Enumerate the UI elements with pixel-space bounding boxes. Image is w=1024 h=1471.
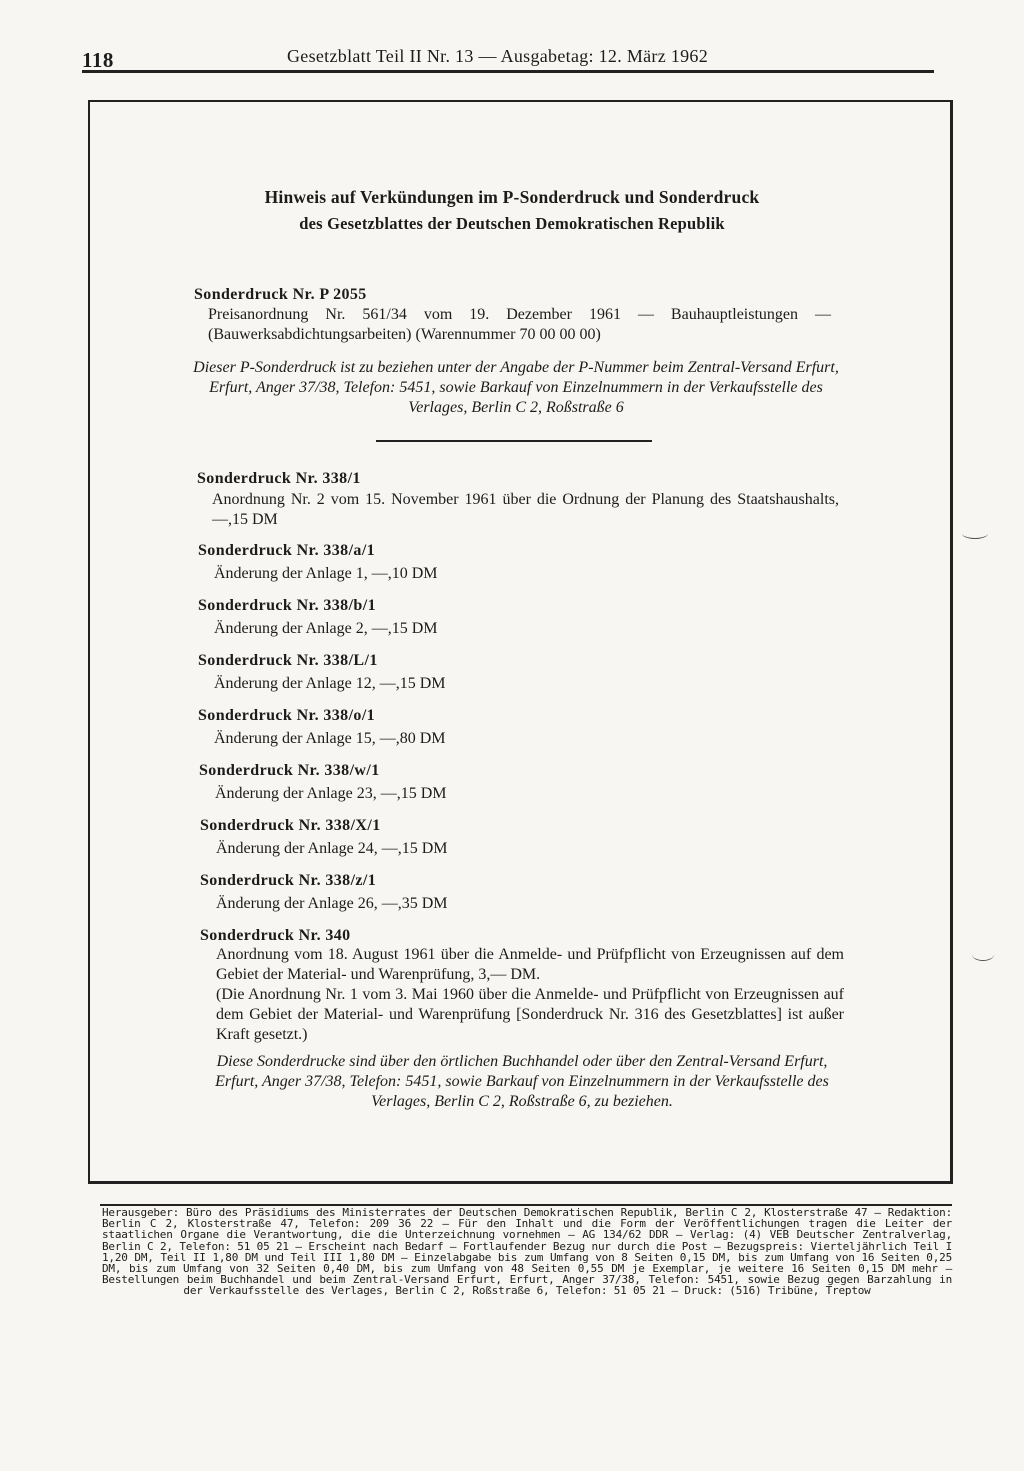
- entry-description: Änderung der Anlage 12, —,15 DM: [214, 675, 446, 692]
- p-sonderdruck-heading: Sonderdruck Nr. P 2055: [194, 286, 367, 303]
- entry-heading: Sonderdruck Nr. 338/X/1: [200, 817, 381, 834]
- header-rule: [82, 70, 934, 73]
- p-sonderdruck-order-note: Dieser P-Sonderdruck ist zu beziehen unter der Angabe der P-Nummer beim Zentral-Versand Erfurt, Erfurt, Anger 37/38, Telefon: 5451, sowie Barkauf von Einzelnummern in der Verkaufsstelle des Verlages, Berlin C 2, Roßstraße 6: [193, 359, 839, 416]
- notice-title-line-1: Hinweis auf Verkündungen im P-Sonderdruck und Sonderdruck: [264, 187, 760, 207]
- entry-heading: Sonderdruck Nr. 338/w/1: [199, 762, 380, 779]
- notice-title-line-2: des Gesetzblattes der Deutschen Demokratischen Republik: [299, 214, 725, 233]
- entry-heading: Sonderdruck Nr. 338/b/1: [198, 597, 376, 614]
- entry-heading: Sonderdruck Nr. 338/a/1: [198, 542, 376, 559]
- page-number: 118: [82, 48, 114, 72]
- entry-description: Anordnung Nr. 2 vom 15. November 1961 über die Ordnung der Planung des Staatshaushalts, —,15 DM: [212, 491, 839, 528]
- entry-heading: Sonderdruck Nr. 338/z/1: [200, 872, 377, 889]
- pencil-mark: [972, 948, 994, 961]
- entry-description: Änderung der Anlage 26, —,35 DM: [216, 895, 448, 912]
- running-head: Gesetzblatt Teil II Nr. 13 — Ausgabetag: 12. März 1962: [287, 46, 709, 66]
- entry-description: Änderung der Anlage 2, —,15 DM: [214, 620, 438, 637]
- entry-description: Änderung der Anlage 24, —,15 DM: [216, 840, 448, 857]
- entry-heading: Sonderdruck Nr. 338/L/1: [198, 652, 378, 669]
- entry-heading: Sonderdruck Nr. 338/o/1: [198, 707, 376, 724]
- imprint: Herausgeber: Büro des Präsidiums des Ministerrates der Deutschen Demokratischen Republik, Berlin C 2, Klosterstraße 47 — Redaktion: Berlin C 2, Klosterstraße 47, Telefon: 209 36 22 — Für den Inhalt und die Form der Veröffentlichungen tragen die Leiter der staatlichen Organe die Verantwortung, die die Unterzeichnung vornehmen — AG 134/62 DDR — Verlag: (4) VEB Deutscher Zentralverlag, Berlin C 2, Telefon: 51 05 21 — Erscheint nach Bedarf — Fortlaufender Bezug nur durch die Post — Bezugspreis: Vierteljährlich Teil I 1,20 DM, Teil II 1,80 DM und Teil III 1,80 DM — Einzelabgabe bis zum Umfang von 8 Seiten 0,15 DM, bis zum Umfang von 16 Seiten 0,25 DM, bis zum Umfang von 32 Seiten 0,40 DM, bis zum Umfang von 48 Seiten 0,55 DM je Exemplar, je weitere 16 Seiten 0,15 DM mehr — Bestellungen beim Buchhandel und beim Zentral-Versand Erfurt, Erfurt, Anger 37/38, Telefon: 5451, sowie Bezug gegen Barzahlung in der Verkaufsstelle des Verlages, Berlin C 2, Roßstraße 6, Telefon: 51 05 21 — Druck: (516) Tribüne, Treptow: [102, 1206, 952, 1298]
- entry-description: Anordnung vom 18. August 1961 über die Anmelde- und Prüfpflicht von Erzeugnissen auf dem Gebiet der Material- und Warenprüfung, 3,— DM.: [216, 946, 844, 983]
- entry-340-note: (Die Anordnung Nr. 1 vom 3. Mai 1960 über die Anmelde- und Prüfpflicht von Erzeugnissen auf dem Gebiet der Material- und Warenprüfung [Sonderdruck Nr. 316 des Gesetzblattes] ist außer Kraft gesetzt.): [216, 986, 844, 1043]
- entry-description: Änderung der Anlage 15, —,80 DM: [214, 730, 446, 747]
- section-divider: [376, 440, 652, 442]
- entry-description: Änderung der Anlage 23, —,15 DM: [215, 785, 447, 802]
- entry-description: Änderung der Anlage 1, —,10 DM: [214, 565, 438, 582]
- p-sonderdruck-description: Preisanordnung Nr. 561/34 vom 19. Dezember 1961 — Bauhauptleistungen — (Bauwerksabdichtungsarbeiten) (Warennummer 70 00 00 00): [208, 306, 831, 343]
- entry-heading: Sonderdruck Nr. 338/1: [197, 470, 361, 487]
- entry-heading: Sonderdruck Nr. 340: [200, 927, 351, 944]
- closing-order-note: Diese Sonderdrucke sind über den örtlichen Buchhandel oder über den Zentral-Versand Erfurt, Erfurt, Anger 37/38, Telefon: 5451, sowie Barkauf von Einzelnummern in der Verkaufsstelle des Verlages, Berlin C 2, Roßstraße 6, zu beziehen.: [215, 1053, 829, 1110]
- pencil-mark: [962, 528, 988, 539]
